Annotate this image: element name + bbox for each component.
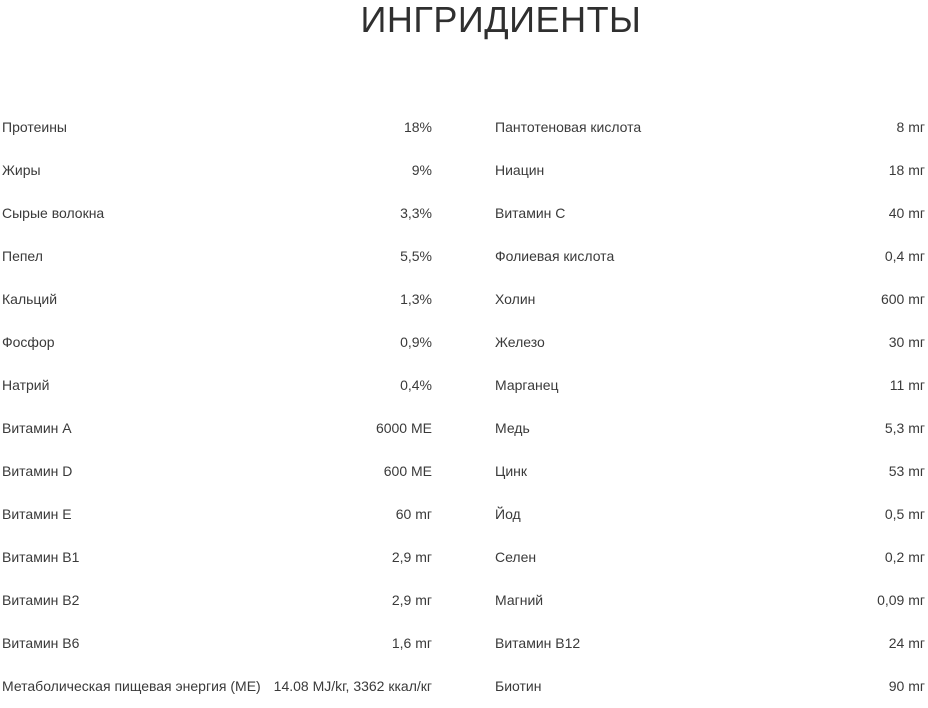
ingredient-name: Пепел (2, 248, 43, 264)
ingredient-name: Медь (495, 420, 530, 436)
ingredient-name: Железо (495, 334, 545, 350)
ingredient-value: 14.08 MJ/kг, 3362 ккал/кг (273, 678, 432, 694)
ingredient-row (2, 149, 432, 192)
ingredient-name: Фосфор (2, 334, 55, 350)
ingredients-right-column (495, 106, 925, 708)
ingredient-name: Натрий (2, 377, 50, 393)
ingredient-row (495, 622, 925, 665)
ingredient-value: 0,4% (400, 377, 432, 393)
ingredient-name: Биотин (495, 678, 542, 694)
ingredient-row (495, 106, 925, 149)
ingredient-name: Ниацин (495, 162, 545, 178)
ingredient-name: Кальций (2, 291, 58, 307)
ingredient-value: 60 mг (395, 506, 432, 522)
ingredient-value: 0,4 mг (884, 248, 925, 264)
ingredient-name: Холин (495, 291, 536, 307)
ingredient-name: Витамин В1 (2, 549, 80, 565)
ingredient-value: 3,3% (400, 205, 432, 221)
ingredient-name: Жиры (2, 162, 41, 178)
ingredient-row (2, 106, 432, 149)
ingredients-left-column (2, 106, 432, 708)
ingredient-row (2, 665, 432, 708)
ingredient-value: 600 МЕ (383, 463, 432, 479)
ingredient-value: 1,6 mг (391, 635, 432, 651)
ingredient-row (2, 622, 432, 665)
ingredient-row (2, 579, 432, 622)
page-title: ИНГРИДИЕНТЫ (360, 0, 642, 40)
ingredient-row (2, 364, 432, 407)
ingredient-row (495, 235, 925, 278)
ingredient-value: 11 mг (889, 377, 925, 393)
ingredient-row (2, 321, 432, 364)
ingredient-value: 30 mг (888, 334, 925, 350)
ingredient-value: 9% (411, 162, 432, 178)
ingredient-name: Селен (495, 549, 537, 565)
ingredient-name: Протеины (2, 119, 67, 135)
ingredient-row (495, 493, 925, 536)
ingredient-name: Йод (495, 506, 521, 522)
ingredient-value: 6000 МЕ (375, 420, 432, 436)
ingredient-value: 1,3% (400, 291, 432, 307)
ingredient-name: Витамин Е (2, 506, 72, 522)
ingredient-row (495, 364, 925, 407)
ingredient-row (2, 536, 432, 579)
ingredient-value: 0,09 mг (877, 592, 925, 608)
ingredient-name: Витамин В6 (2, 635, 80, 651)
ingredient-value: 18 mг (888, 162, 925, 178)
ingredient-row (495, 149, 925, 192)
ingredient-row (495, 536, 925, 579)
ingredient-name: Марганец (495, 377, 559, 393)
ingredient-row (495, 278, 925, 321)
ingredient-name: Фолиевая кислота (495, 248, 615, 264)
ingredient-name: Магний (495, 592, 544, 608)
ingredient-name: Метаболическая пищевая энергия (МЕ) (2, 678, 261, 694)
ingredient-name: Витамин В12 (495, 635, 581, 651)
ingredient-row (2, 235, 432, 278)
ingredient-row (495, 579, 925, 622)
ingredient-value: 0,9% (400, 334, 432, 350)
ingredient-name: Витамин В2 (2, 592, 80, 608)
ingredient-value: 53 mг (888, 463, 925, 479)
ingredient-value: 2,9 mг (391, 549, 432, 565)
ingredient-row (2, 278, 432, 321)
ingredient-value: 18% (403, 119, 432, 135)
ingredient-name: Витамин D (2, 463, 73, 479)
ingredient-row (2, 450, 432, 493)
ingredient-row (495, 407, 925, 450)
ingredient-value: 600 mг (880, 291, 925, 307)
ingredient-row (495, 321, 925, 364)
ingredient-value: 5,5% (400, 248, 432, 264)
ingredient-value: 5,3 mг (884, 420, 925, 436)
ingredient-name: Цинк (495, 463, 528, 479)
ingredient-value: 0,2 mг (884, 549, 925, 565)
ingredient-row (2, 192, 432, 235)
ingredient-name: Витамин С (495, 205, 566, 221)
ingredient-value: 2,9 mг (391, 592, 432, 608)
ingredient-value: 90 mг (888, 678, 925, 694)
ingredient-value: 8 mг (896, 119, 925, 135)
ingredient-row (495, 192, 925, 235)
ingredient-row (495, 450, 925, 493)
ingredient-name: Сырые волокна (2, 205, 105, 221)
ingredient-value: 24 mг (888, 635, 925, 651)
ingredient-row (2, 407, 432, 450)
ingredient-row (495, 665, 925, 708)
ingredient-row (2, 493, 432, 536)
ingredient-value: 40 mг (888, 205, 925, 221)
ingredient-name: Витамин А (2, 420, 72, 436)
ingredient-value: 0,5 mг (884, 506, 925, 522)
ingredient-name: Пантотеновая кислота (495, 119, 642, 135)
